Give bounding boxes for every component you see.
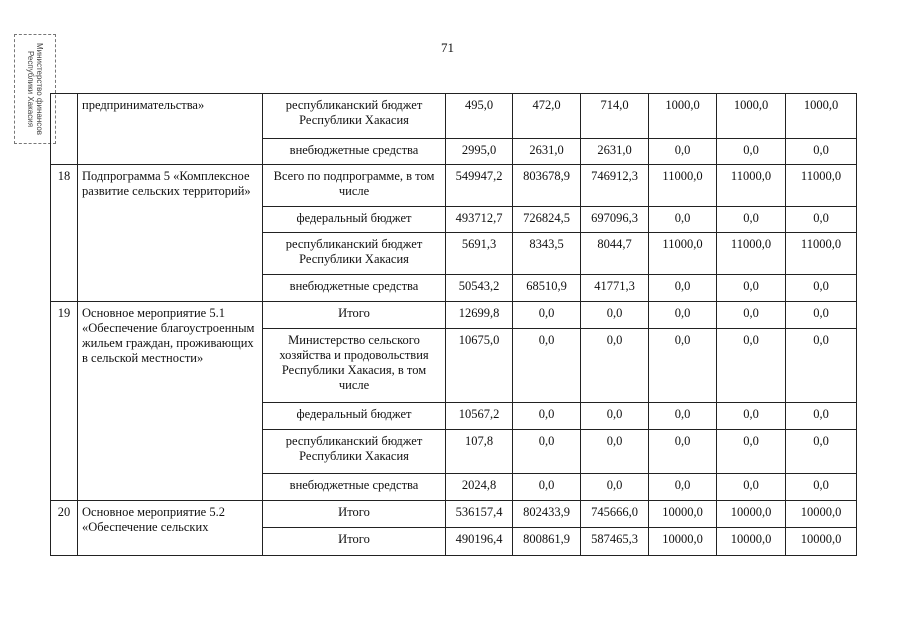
- value-cell: 11000,0: [786, 233, 857, 275]
- value-cell: 0,0: [649, 207, 717, 233]
- value-cell: 10000,0: [717, 528, 786, 556]
- table-row: [51, 501, 857, 528]
- value-cell: 0,0: [717, 275, 786, 302]
- budget-table: [50, 93, 857, 556]
- page-number: 71: [441, 40, 454, 55]
- funding-source: федеральный бюджет: [263, 207, 446, 233]
- row-index: 20: [51, 501, 78, 556]
- value-cell: 0,0: [786, 275, 857, 302]
- value-cell: 0,0: [513, 430, 581, 474]
- value-cell: 0,0: [649, 275, 717, 302]
- value-cell: 697096,3: [581, 207, 649, 233]
- value-cell: 0,0: [649, 139, 717, 165]
- program-name: Основное мероприятие 5.1 «Обеспечение благоустроенным жильем граждан, проживающих в сельской местности»: [78, 302, 263, 501]
- value-cell: 490196,4: [446, 528, 513, 556]
- value-cell: 10675,0: [446, 329, 513, 403]
- value-cell: 0,0: [717, 302, 786, 329]
- value-cell: 803678,9: [513, 165, 581, 207]
- value-cell: 0,0: [717, 403, 786, 430]
- value-cell: 0,0: [786, 474, 857, 501]
- value-cell: 802433,9: [513, 501, 581, 528]
- value-cell: 0,0: [786, 329, 857, 403]
- value-cell: 587465,3: [581, 528, 649, 556]
- value-cell: 0,0: [581, 329, 649, 403]
- funding-source: федеральный бюджет: [263, 403, 446, 430]
- value-cell: 0,0: [581, 430, 649, 474]
- value-cell: 0,0: [513, 474, 581, 501]
- value-cell: 107,8: [446, 430, 513, 474]
- value-cell: 0,0: [717, 329, 786, 403]
- value-cell: 745666,0: [581, 501, 649, 528]
- value-cell: 2631,0: [513, 139, 581, 165]
- table-row: [51, 165, 857, 207]
- value-cell: 11000,0: [786, 165, 857, 207]
- value-cell: 0,0: [649, 329, 717, 403]
- value-cell: 536157,4: [446, 501, 513, 528]
- value-cell: 10567,2: [446, 403, 513, 430]
- value-cell: 0,0: [649, 430, 717, 474]
- value-cell: 0,0: [649, 474, 717, 501]
- value-cell: 8044,7: [581, 233, 649, 275]
- value-cell: 10000,0: [649, 501, 717, 528]
- row-index: 18: [51, 165, 78, 302]
- value-cell: 10000,0: [649, 528, 717, 556]
- value-cell: 0,0: [717, 139, 786, 165]
- value-cell: 0,0: [717, 207, 786, 233]
- value-cell: 10000,0: [786, 501, 857, 528]
- value-cell: 0,0: [786, 302, 857, 329]
- value-cell: 11000,0: [717, 233, 786, 275]
- value-cell: 0,0: [786, 430, 857, 474]
- value-cell: 0,0: [649, 403, 717, 430]
- value-cell: 726824,5: [513, 207, 581, 233]
- value-cell: 472,0: [513, 94, 581, 139]
- value-cell: 5691,3: [446, 233, 513, 275]
- value-cell: 50543,2: [446, 275, 513, 302]
- value-cell: 12699,8: [446, 302, 513, 329]
- value-cell: 0,0: [786, 207, 857, 233]
- value-cell: 0,0: [513, 329, 581, 403]
- table-row: [51, 94, 857, 139]
- row-index: 19: [51, 302, 78, 501]
- funding-source: внебюджетные средства: [263, 139, 446, 165]
- program-name: предпринимательства»: [78, 94, 263, 165]
- program-name: Основное мероприятие 5.2 «Обеспечение сельских: [78, 501, 263, 556]
- funding-source: Всего по подпрограмме, в том числе: [263, 165, 446, 207]
- funding-source: внебюджетные средства: [263, 275, 446, 302]
- row-index: [51, 94, 78, 165]
- value-cell: 0,0: [581, 403, 649, 430]
- value-cell: 495,0: [446, 94, 513, 139]
- funding-source: внебюджетные средства: [263, 474, 446, 501]
- value-cell: 800861,9: [513, 528, 581, 556]
- stamp-text: Министерство финансов Республики Хакасия: [26, 42, 44, 136]
- value-cell: 1000,0: [786, 94, 857, 139]
- funding-source: Итого: [263, 302, 446, 329]
- funding-source: республиканский бюджет Республики Хакасия: [263, 233, 446, 275]
- value-cell: 0,0: [786, 139, 857, 165]
- value-cell: 0,0: [581, 474, 649, 501]
- value-cell: 1000,0: [717, 94, 786, 139]
- value-cell: 10000,0: [786, 528, 857, 556]
- funding-source: Министерство сельского хозяйства и продовольствия Республики Хакасия, в том числе: [263, 329, 446, 403]
- value-cell: 549947,2: [446, 165, 513, 207]
- value-cell: 0,0: [649, 302, 717, 329]
- funding-source: Итого: [263, 501, 446, 528]
- value-cell: 68510,9: [513, 275, 581, 302]
- value-cell: 11000,0: [649, 233, 717, 275]
- value-cell: 8343,5: [513, 233, 581, 275]
- funding-source: республиканский бюджет Республики Хакасия: [263, 430, 446, 474]
- value-cell: 0,0: [786, 403, 857, 430]
- value-cell: 0,0: [717, 430, 786, 474]
- program-name: Подпрограмма 5 «Комплексное развитие сельских территорий»: [78, 165, 263, 302]
- value-cell: 746912,3: [581, 165, 649, 207]
- value-cell: 41771,3: [581, 275, 649, 302]
- value-cell: 2995,0: [446, 139, 513, 165]
- value-cell: 0,0: [581, 302, 649, 329]
- value-cell: 10000,0: [717, 501, 786, 528]
- value-cell: 2024,8: [446, 474, 513, 501]
- value-cell: 2631,0: [581, 139, 649, 165]
- value-cell: 0,0: [513, 403, 581, 430]
- value-cell: 0,0: [717, 474, 786, 501]
- value-cell: 11000,0: [649, 165, 717, 207]
- value-cell: 0,0: [513, 302, 581, 329]
- value-cell: 714,0: [581, 94, 649, 139]
- funding-source: Итого: [263, 528, 446, 556]
- value-cell: 493712,7: [446, 207, 513, 233]
- value-cell: 1000,0: [649, 94, 717, 139]
- funding-source: республиканский бюджет Республики Хакасия: [263, 94, 446, 139]
- value-cell: 11000,0: [717, 165, 786, 207]
- table-row: [51, 302, 857, 329]
